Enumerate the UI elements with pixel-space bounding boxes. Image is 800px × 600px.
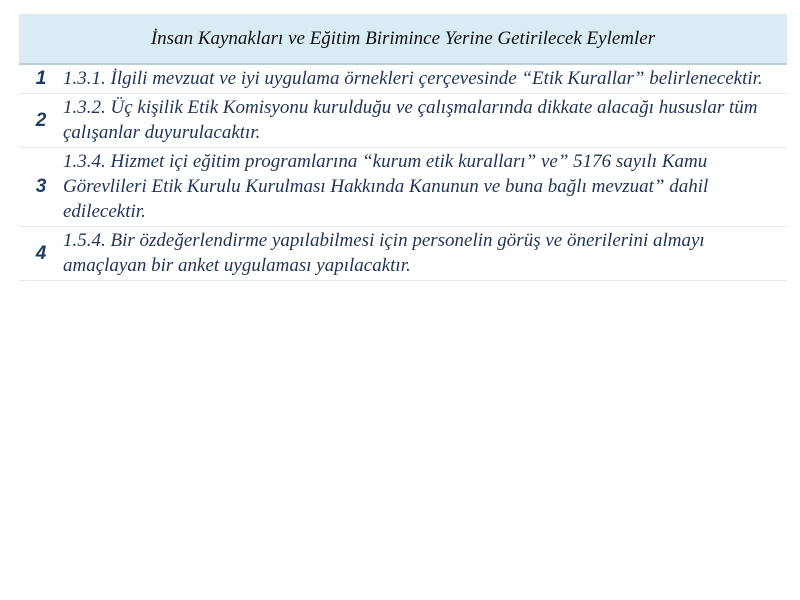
table-row (19, 148, 787, 227)
table-row (19, 94, 787, 148)
table-title: İnsan Kaynakları ve Eğitim Birimince Yerine Getirilecek Eylemler (150, 27, 656, 49)
table-row (19, 227, 787, 281)
table-row (19, 65, 787, 94)
row-text: 1.3.1. İlgili mevzuat ve iyi uygulama örnekleri çerçevesinde “Etik Kurallar” belirlenecektir. (63, 68, 763, 89)
row-text: 1.3.2. Üç kişilik Etik Komisyonu kurulduğu ve çalışmalarında dikkate alacağı hususlar tüm çalışanlar duyurulacaktır. (63, 97, 758, 143)
row-number: 3 (35, 176, 47, 197)
actions-table (19, 14, 787, 281)
row-number: 2 (35, 109, 47, 131)
table-header (19, 14, 787, 63)
row-number: 1 (35, 68, 47, 89)
row-text: 1.5.4. Bir özdeğerlendirme yapılabilmesi için personelin görüş ve önerilerini almayı amaçlayan bir anket uygulaması yapılacaktır. (63, 230, 705, 276)
row-number: 4 (35, 242, 47, 264)
row-text: 1.3.4. Hizmet içi eğitim programlarına “kurum etik kuralları” ve” 5176 sayılı Kamu Görevlileri Etik Kurulu Kurulması Hakkında Kanunun ve buna bağlı mevzuat” dahil edilecektir. (63, 151, 709, 222)
